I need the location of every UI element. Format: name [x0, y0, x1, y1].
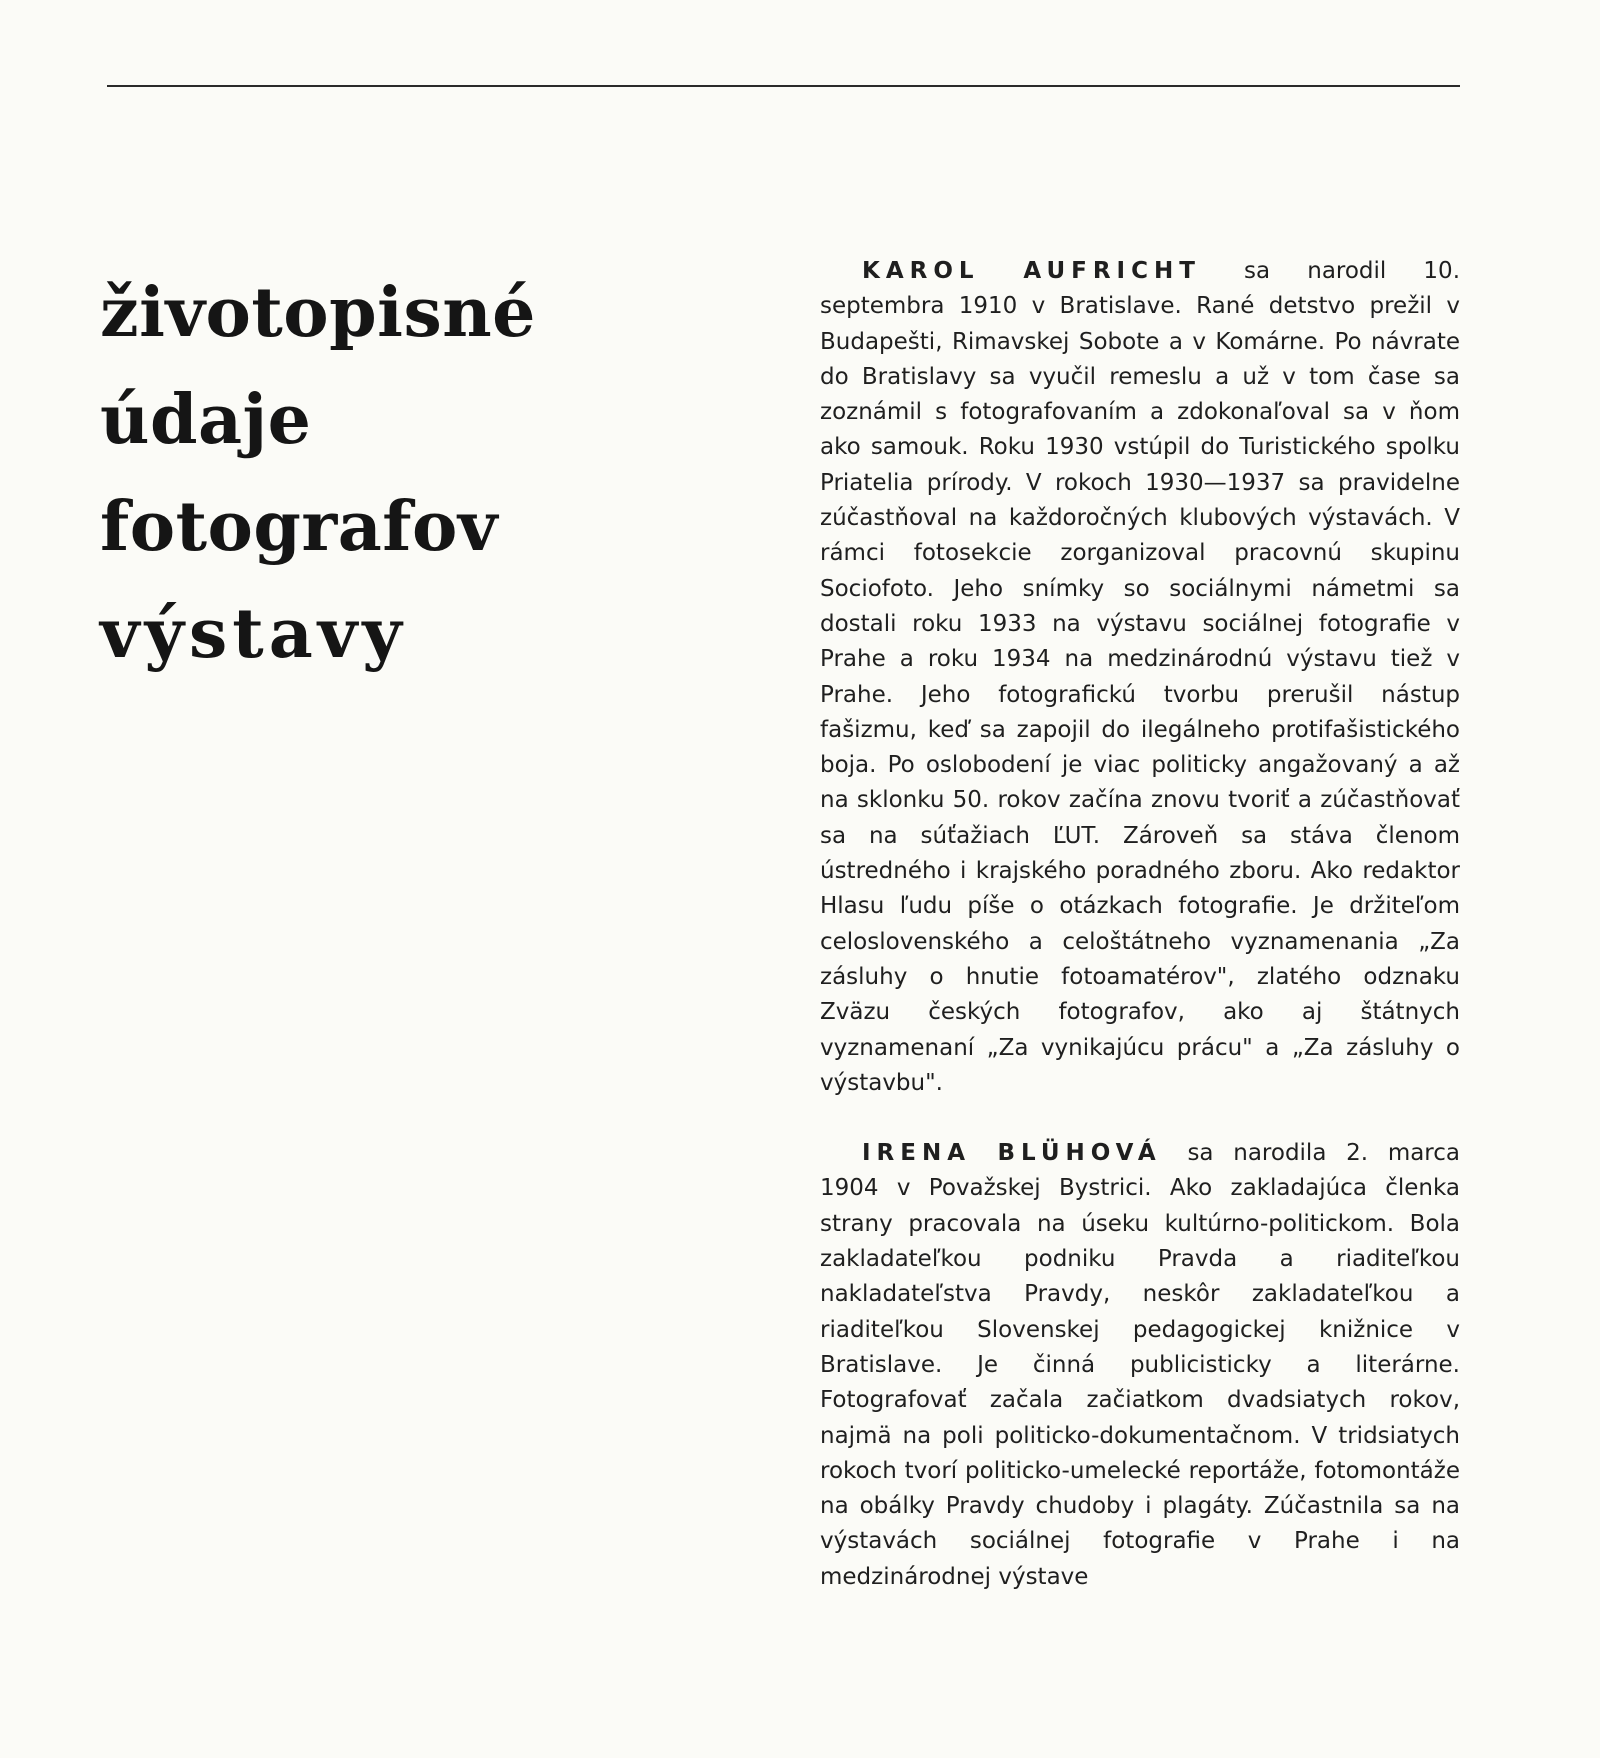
heading-line-1: životopisné	[100, 273, 536, 353]
biography-column	[820, 254, 1460, 1595]
biography-entry-bluhova	[820, 1136, 1460, 1595]
photographer-name: IRENA BLÜHOVÁ	[862, 1140, 1162, 1167]
photographer-name: KAROL AUFRICHT	[862, 258, 1201, 284]
biography-text: sa narodila 2. marca 1904 v Považskej Bystrici. Ako zakladajúca členka strany pracovala na úseku kultúrno-politickom. Bola zakladateľkou podniku Pravda a riaditeľkou nakladateľstva Pravdy, neskôr zakladateľkou a riaditeľkou Slovenskej pedagogickej knižnice v Bratislave. Je činná publicisticky a literárne. Fotografovať začala začiatkom dvadsiatych rokov, najmä na poli politicko-dokumentačnom. V tridsiatych rokoch tvorí politicko-umelecké reportáže, fotomontáže na obálky Pravdy chudoby i plagáty. Zúčastnila sa na výstavách sociálnej fotografie v Prahe i na medzinárodnej výstave	[820, 1140, 1461, 1590]
top-rule	[107, 85, 1460, 87]
biography-entry-aufricht	[820, 254, 1460, 1101]
biography-text: sa narodil 10. septembra 1910 v Bratislave. Rané detstvo prežil v Budapešti, Rimavskej Sobote a v Komárne. Po návrate do Bratislavy sa vyučil remeslu a už v tom čase sa zoznámil s fotografovaním a zdokonaľoval sa v ňom ako samouk. Roku 1930 vstúpil do Turistického spolku Priatelia prírody. V rokoch 1930—1937 sa pravidelne zúčastňoval na každoročných klubových výstavách. V rámci fotosekcie zorganizoval pracovnú skupinu Sociofoto. Jeho snímky so sociálnymi námetmi sa dostali roku 1933 na výstavu sociálnej fotografie v Prahe a roku 1934 na medzinárodnú výstavu tiež v Prahe. Jeho fotografickú tvorbu prerušil nástup fašizmu, keď sa zapojil do ilegálneho protifašistického boja. Po oslobodení je viac politicky angažovaný a až na sklonku 50. rokov začína znovu tvoriť a zúčastňovať sa na súťažiach ĽUT. Zároveň sa stáva členom ústredného i krajského poradného zboru. Ako redaktor Hlasu ľudu píše o otázkach fotografie. Je držiteľom celoslovenského a celoštátneho vyznamenania „Za zásluhy o hnutie fotoamatérov", zlatého odznaku Zväzu českých fotografov, ako aj štátnych vyznamenaní „Za vynikajúcu prácu" a „Za zásluhy o výstavbu".	[820, 258, 1460, 1096]
heading-line-3: fotografov	[100, 487, 498, 567]
page-heading	[100, 260, 620, 688]
heading-line-2: údaje	[100, 380, 312, 460]
heading-line-4: výstavy	[100, 594, 407, 674]
